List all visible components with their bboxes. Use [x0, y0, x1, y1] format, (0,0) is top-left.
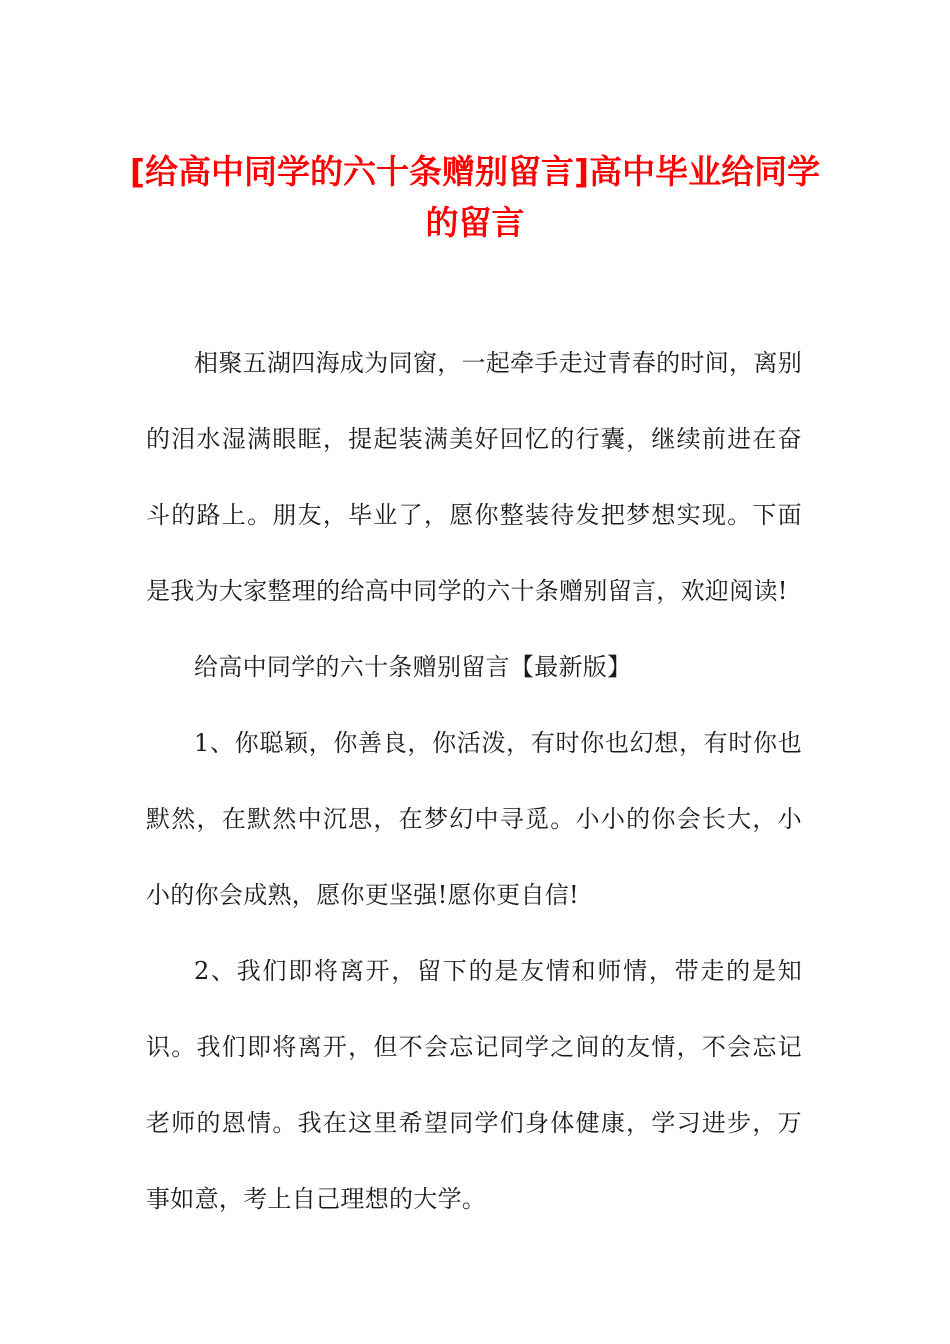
message-item-1: 1、你聪颖，你善良，你活泼，有时你也幻想，有时你也默然，在默然中沉思，在梦幻中寻觅。小小的你会长大，小小的你会成熟，愿你更坚强!愿你更自信!	[146, 729, 802, 909]
document-title: [给高中同学的六十条赠别留言]高中毕业给同学的留言	[129, 152, 821, 242]
intro-paragraph: 相聚五湖四海成为同窗，一起牵手走过青春的时间，离别的泪水湿满眼眶，提起装满美好回忆的行囊，继续前进在奋斗的路上。朋友，毕业了，愿你整装待发把梦想实现。下面是我为大家整理的给高中同学的六十条赠别留言，欢迎阅读!	[146, 349, 802, 605]
document-body	[146, 325, 802, 1237]
message-item-2: 2、我们即将离开，留下的是友情和师情，带走的是知识。我们即将离开，但不会忘记同学之间的友情，不会忘记老师的恩情。我在这里希望同学们身体健康，学习进步，万事如意，考上自己理想的大学。	[146, 957, 802, 1213]
section-heading: 给高中同学的六十条赠别留言【最新版】	[194, 653, 632, 681]
